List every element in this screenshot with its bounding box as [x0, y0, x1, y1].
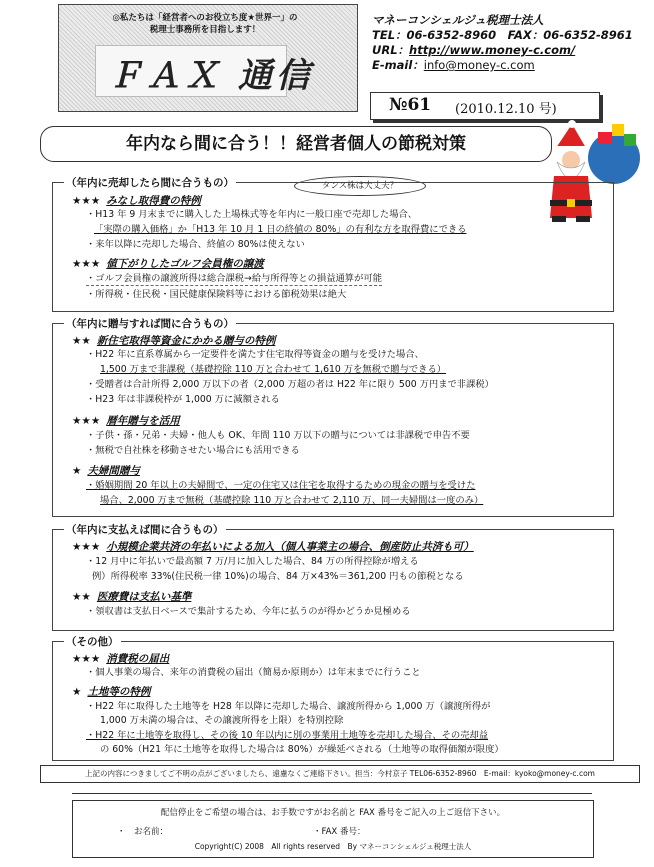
star-rating: ★★★ [72, 195, 101, 207]
item-line: 場合、2,000 万まで無税（基礎控除 110 万と合わせて 2,110 万、同一夫婦間は一度のみ） [100, 495, 484, 506]
item-title [72, 463, 140, 478]
item-title-text: 医療費は支払い基準 [96, 591, 192, 603]
copyright: Copyright(C) 2008 All rights reserved By マネーコンシェルジュ税理士法人 [194, 842, 472, 851]
stop-notice: 配信停止をご希望の場合は、お手数ですがお名前と FAX 番号をご記入の上ご返信下さい。 [160, 808, 506, 818]
item-title-text: 消費税の届出 [106, 653, 170, 665]
headline: 年内なら間に合う！！経営者個人の節税対策 [40, 126, 552, 162]
star-rating: ★★★ [72, 415, 101, 427]
item-title-text: 値下がりしたゴルフ会員権の譲渡 [106, 258, 264, 270]
url-label: URL： [372, 43, 410, 57]
item-line: ・H23 年は非課税枠が 1,000 万に減額される [86, 394, 280, 405]
unsubscribe-form [72, 800, 594, 858]
fax-number-field-label[interactable]: ・FAX 番号： [313, 827, 366, 837]
issue-date: (2010.12.10 号) [455, 102, 557, 117]
speech-bubble: タンス株は大丈夫？ [294, 176, 426, 196]
item-title-text: 新住宅取得等資金にかかる贈与の特例 [96, 335, 276, 347]
item-title [72, 539, 474, 554]
item-line: ・H13 年 9 月末までに購入した上場株式等を年内に一般口座で売却した場合、 [86, 209, 418, 220]
item-title [72, 256, 264, 271]
newsletter-title: ＦＡＸ 通信 [108, 56, 314, 96]
star-rating: ★★ [72, 591, 91, 603]
item-line: 1,500 万まで非課税（基礎控除 110 万と合わせて 1,610 万を無税で贈与できる） [100, 364, 447, 375]
item-title-text: 夫婦間贈与 [87, 465, 140, 477]
name-field-label[interactable]: ・ お名前： [117, 827, 169, 837]
item-line: ・H22 年に土地等を取得し、その後 10 年以内に別の事業用土地等を売却した場合、その売却益 [86, 730, 489, 741]
item-line: ・H22 年に直系尊属から一定要件を満たす住宅取得等資金の贈与を受けた場合、 [86, 349, 424, 360]
item-line: ・領収書は支払日ベースで集計するため、今年に払うのが得かどうか見極める [86, 606, 411, 617]
website-link[interactable]: http://www.money-c.com/ [409, 43, 576, 57]
header-message [70, 12, 340, 36]
star-rating: ★ [72, 465, 82, 477]
item-title [72, 651, 169, 666]
item-title-text: 暦年贈与を活用 [106, 415, 180, 427]
section-label: （年内に贈与すれば間に合うもの） [66, 318, 234, 330]
item-title [72, 333, 275, 348]
item-title [72, 589, 191, 604]
email-label: E-mail： [372, 58, 424, 72]
contact-footer: 上記の内容につきましてご不明の点がございましたら、遠慮なくご連絡下さい。担当：今村京子 TEL06-6352-8960 E-mail：kyoko@money-c.com [40, 765, 640, 783]
star-rating: ★★★ [72, 258, 101, 270]
star-rating: ★ [72, 686, 82, 698]
footer-divider [72, 793, 592, 794]
section-label: （年内に売却したら間に合うもの） [66, 177, 234, 189]
item-line: ・ゴルフ会員権の譲渡所得は総合課税→給与所得等との損益通算が可能 [86, 273, 382, 284]
header-message-line: 税理士事務所を目指します！ [149, 25, 261, 35]
item-title [72, 684, 150, 699]
item-title-text: 土地等の特例 [87, 686, 151, 698]
item-line: の 60%（H21 年に土地等を取得した場合は 80%）が繰延べされる（土地等の取得価額が限度） [100, 744, 504, 755]
item-line: ・H22 年に取得した土地等を H28 年以降に売却した場合、譲渡所得から 1,000 万（譲渡所得が [86, 701, 491, 712]
header-message-line: ◎私たちは「経営者へのお役立ち度★世界一」の [112, 13, 298, 23]
item-line: ・個人事業の場合、来年の消費税の届出（簡易か原則か）は年末までに行うこと [86, 667, 421, 678]
tel-fax: TEL：06-6352-8960 FAX：06-6352-8961 [372, 28, 633, 42]
star-rating: ★★ [72, 335, 91, 347]
item-line: ・子供・孫・兄弟・夫婦・他人も OK、年間 110 万以下の贈与については非課税で申告不要 [86, 430, 470, 441]
item-line: 「実際の購入価格」か「H13 年 10 月 1 日の終値の 80%」の有利な方を取得費にできる [94, 224, 467, 235]
item-line: ・所得税・住民税・国民健康保険料等における節税効果は絶大 [86, 289, 347, 300]
company-info [372, 13, 633, 73]
star-rating: ★★★ [72, 653, 101, 665]
item-title-text: みなし取得費の特例 [106, 195, 201, 207]
item-title-text: 小規模企業共済の年払いによる加入（個人事業主の場合、倒産防止共済も可） [106, 541, 474, 553]
section-label: （その他） [66, 636, 119, 648]
item-line: 例）所得税率 33%(住民税一律 10%)の場合、84 万×43%＝361,200 円もの節税となる [92, 571, 464, 582]
item-title [72, 193, 201, 208]
item-line: 1,000 万未満の場合は、その譲渡所得を上限）を特別控除 [100, 715, 344, 726]
email-link[interactable]: info@money-c.com [423, 58, 535, 72]
section-label: （年内に支払えば間に合うもの） [66, 524, 224, 536]
issue-number: №61 [389, 95, 432, 115]
item-title [72, 413, 180, 428]
company-name: マネーコンシェルジュ税理士法人 [372, 13, 544, 27]
issue-box [370, 92, 600, 120]
item-line: ・無税で自社株を移動させたい場合にも活用できる [86, 445, 300, 456]
star-rating: ★★★ [72, 541, 101, 553]
item-line: ・受贈者は合計所得 2,000 万以下の者（2,000 万超の者は H22 年に限り 500 万円まで非課税） [86, 379, 494, 390]
item-line: ・12 月中に年払いで最高額 7 万/月に加入した場合、84 万の所得控除が増える [86, 556, 419, 567]
item-line: ・婚姻期間 20 年以上の夫婦間で、一定の住宅又は住宅を取得するための現金の贈与を受けた [86, 480, 476, 491]
item-line: ・来年以降に売却した場合、終値の 80%は使えない [86, 239, 305, 250]
